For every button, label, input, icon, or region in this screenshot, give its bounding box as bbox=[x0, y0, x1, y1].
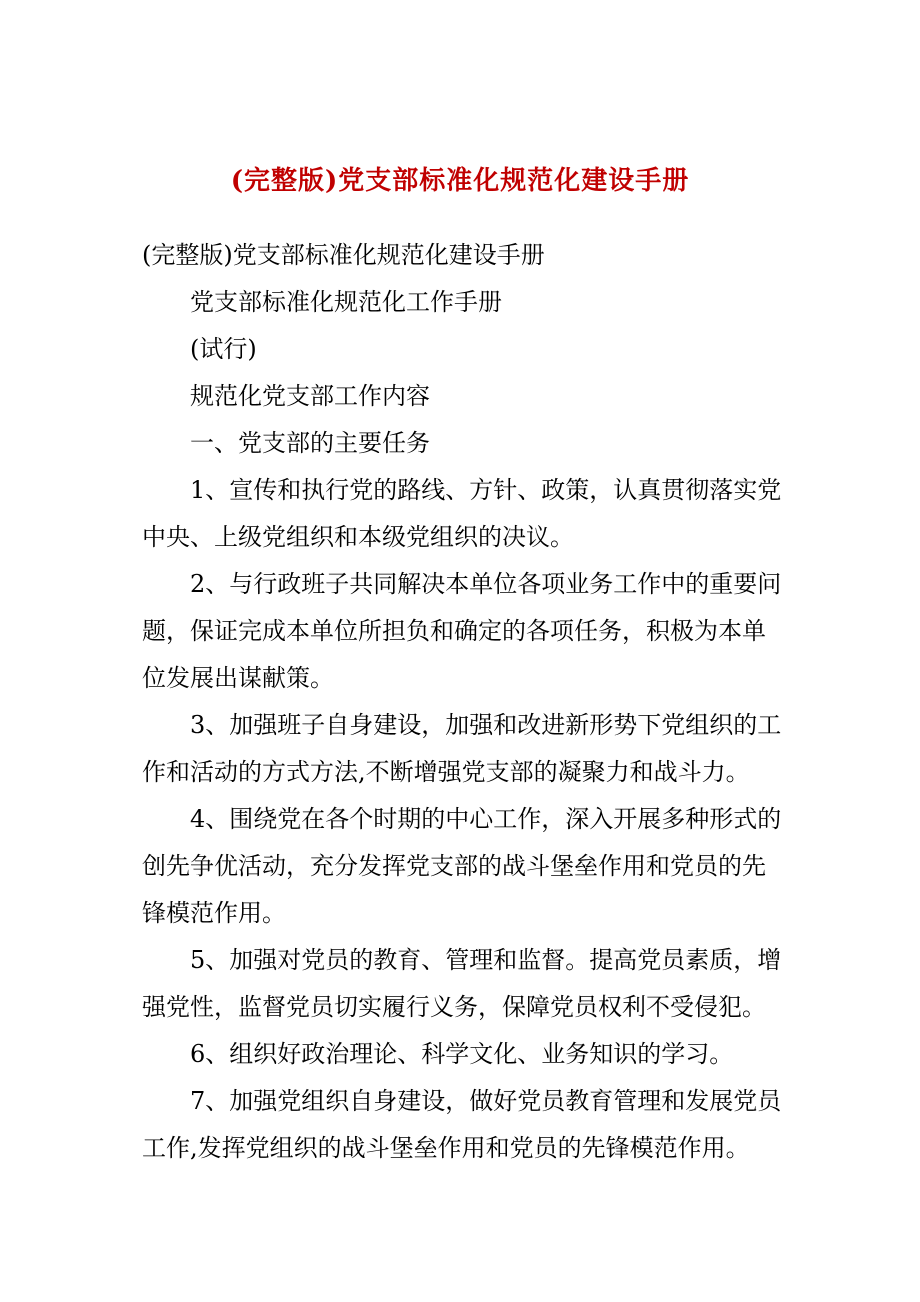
paragraph-section-heading: 规范化党支部工作内容 bbox=[190, 382, 430, 410]
paragraph-task-3: 3、加强班子自身建设，加强和改进新形势下党组织的工作和活动的方式方法,不断增强党支部的凝聚力和战斗力。 bbox=[142, 711, 782, 786]
paragraph-subsection-heading: 一、党支部的主要任务 bbox=[190, 429, 430, 457]
paragraph-task-2: 2、与行政班子共同解决本单位各项业务工作中的重要问题，保证完成本单位所担负和确定的各项任务，积极为本单位发展出谋献策。 bbox=[142, 570, 782, 692]
paragraph-task-7: 7、加强党组织自身建设，做好党员教育管理和发展党员工作,发挥党组织的战斗堡垒作用和党员的先锋模范作用。 bbox=[142, 1087, 782, 1162]
paragraph-manual-name: 党支部标准化规范化工作手册 bbox=[190, 288, 502, 316]
paragraph-task-4: 4、围绕党在各个时期的中心工作，深入开展多种形式的创先争优活动，充分发挥党支部的战斗堡垒作用和党员的先锋模范作用。 bbox=[142, 805, 782, 927]
paragraph-task-5: 5、加强对党员的教育、管理和监督。提高党员素质，增强党性，监督党员切实履行义务，保障党员权利不受侵犯。 bbox=[142, 946, 782, 1021]
paragraph-task-6: 6、组织好政治理论、科学文化、业务知识的学习。 bbox=[190, 1040, 734, 1068]
document-title: (完整版)党支部标准化规范化建设手册 bbox=[230, 166, 690, 196]
document-body bbox=[142, 232, 784, 1172]
paragraph-trial-note: (试行) bbox=[190, 335, 257, 363]
paragraph-task-1: 1、宣传和执行党的路线、方针、政策，认真贯彻落实党中央、上级党组织和本级党组织的决议。 bbox=[142, 476, 782, 551]
paragraph-heading-repeat: (完整版)党支部标准化规范化建设手册 bbox=[142, 241, 545, 269]
